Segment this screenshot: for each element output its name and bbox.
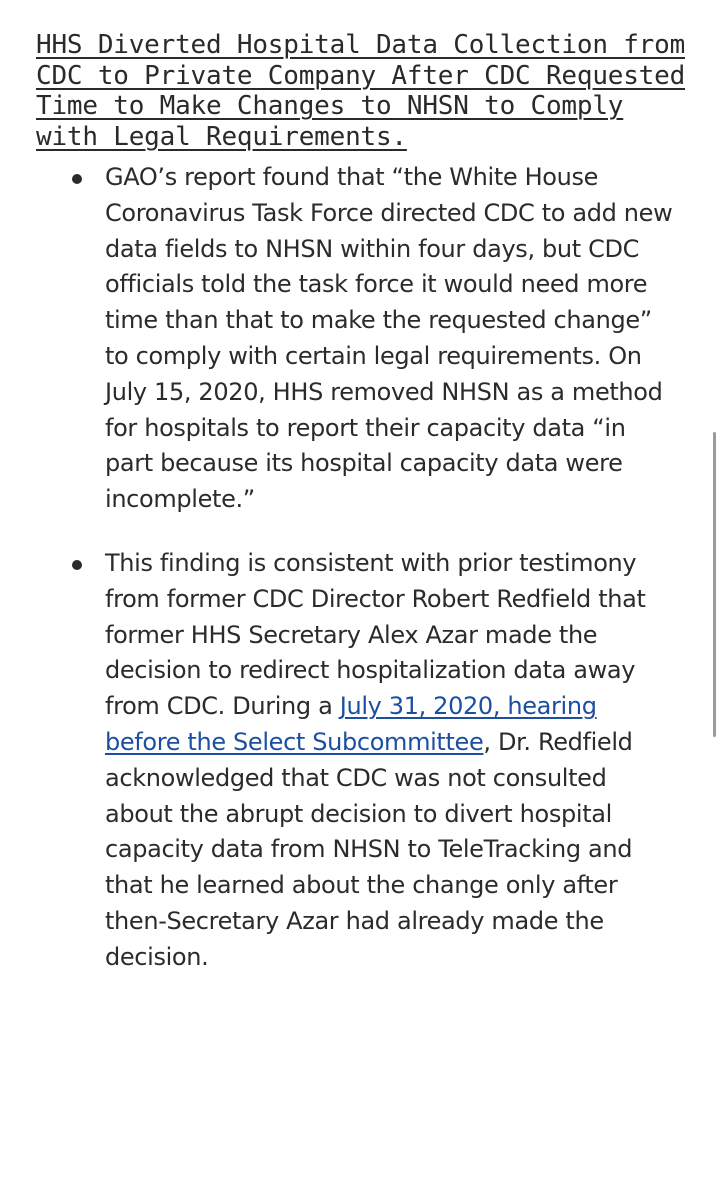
bullet-text bbox=[105, 546, 678, 976]
bullet-text: GAO’s report found that “the White House Coronavirus Task Force directed CDC to add new data fields to NHSN within four days, but CDC officials told the task force it would need more time than that to make the requested change” to comply with certain legal requirements. On July 15, 2020, HHS removed NHSN as a method for hospitals to report their capacity data “in part because its hospital capacity data were incomplete.” bbox=[105, 163, 673, 514]
list-item bbox=[36, 160, 678, 518]
bullet-list bbox=[36, 160, 678, 976]
hearing-link[interactable]: July 31, 2020, hearing before the Select Subcommittee bbox=[105, 692, 597, 756]
section-heading: HHS Diverted Hospital Data Collection from CDC to Private Company After CDC Requested Time to Make Changes to NHSN to Comply with Legal Requirements. bbox=[36, 30, 686, 152]
bullet-text-before-link: This finding is consistent with prior testimony from former CDC Director Robert Redfield that former HHS Secretary Alex Azar made the decision to redirect hospitalization data away from CDC. During a bbox=[105, 548, 646, 721]
bullet-text-after-link: , Dr. Redfield acknowledged that CDC was not consulted about the abrupt decision to divert hospital capacity data from NHSN to TeleTracking and that he learned about the change only after then-Secretary Azar had already made the decision. bbox=[105, 727, 633, 971]
bullet-icon bbox=[72, 560, 82, 570]
scrollbar-thumb[interactable] bbox=[713, 432, 716, 737]
bullet-icon bbox=[72, 174, 82, 184]
list-item bbox=[36, 546, 678, 976]
